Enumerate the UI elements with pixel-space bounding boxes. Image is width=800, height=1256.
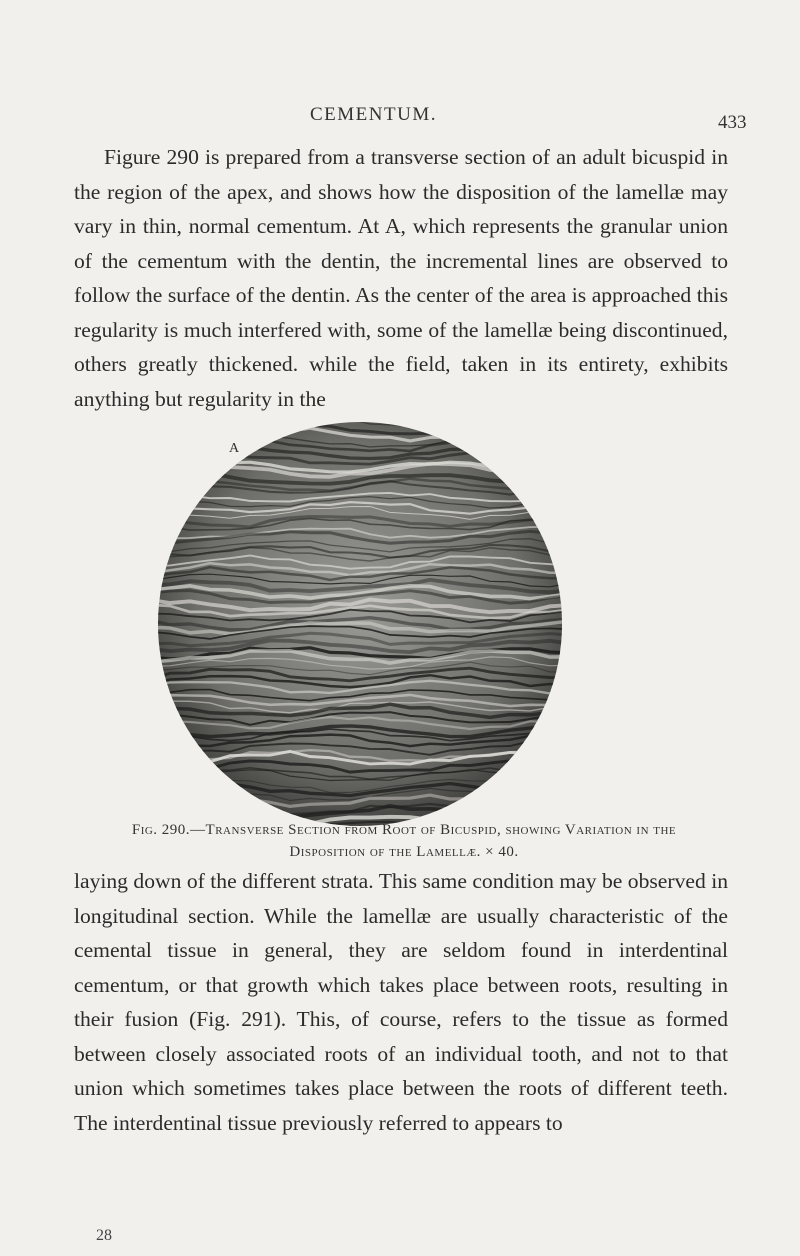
paragraph-1: Figure 290 is prepared from a transverse section of an adult bicuspid in the region of the apex, and shows how the disposition of the lamellæ may vary in thin, normal cementum. At A, which represents the granular union of the cementum with the dentin, the incremental lines are observed to follow the surface of the dentin. As the center of the area is approached this regularity is much interfered with, some of the lamellæ being discontinued, others greatly thickened. while the field, taken in its entirety, exhibits anything but regularity in the xyxy=(74,145,728,411)
paragraph-2: laying down of the different strata. This same condition may be observed in longitudinal section. While the lamellæ are usually characteristic of the cemental tissue in general, they are seldom found in interdentinal cementum, or that growth which takes place between roots, resulting in their fusion (Fig. 291). This, of course, refers to the tissue as formed between closely associated roots of an individual tooth, and not to that union which sometimes takes place between the roots of different teeth. The interdentinal tissue previously referred to appears to xyxy=(74,869,728,1135)
page-number: 433 xyxy=(718,112,747,133)
caption-line-2: Disposition of the Lamellæ. × 40. xyxy=(289,844,519,860)
signature-mark: 28 xyxy=(96,1227,112,1244)
figure-caption xyxy=(74,819,734,863)
micrograph-figure xyxy=(150,416,570,836)
figure-label-a: A xyxy=(229,441,240,456)
micrograph-image xyxy=(150,416,570,836)
caption-line-1: Fig. 290.—Transverse Section from Root of Bicuspid, showing Variation in the xyxy=(131,822,677,838)
running-head: CEMENTUM. xyxy=(310,104,437,125)
